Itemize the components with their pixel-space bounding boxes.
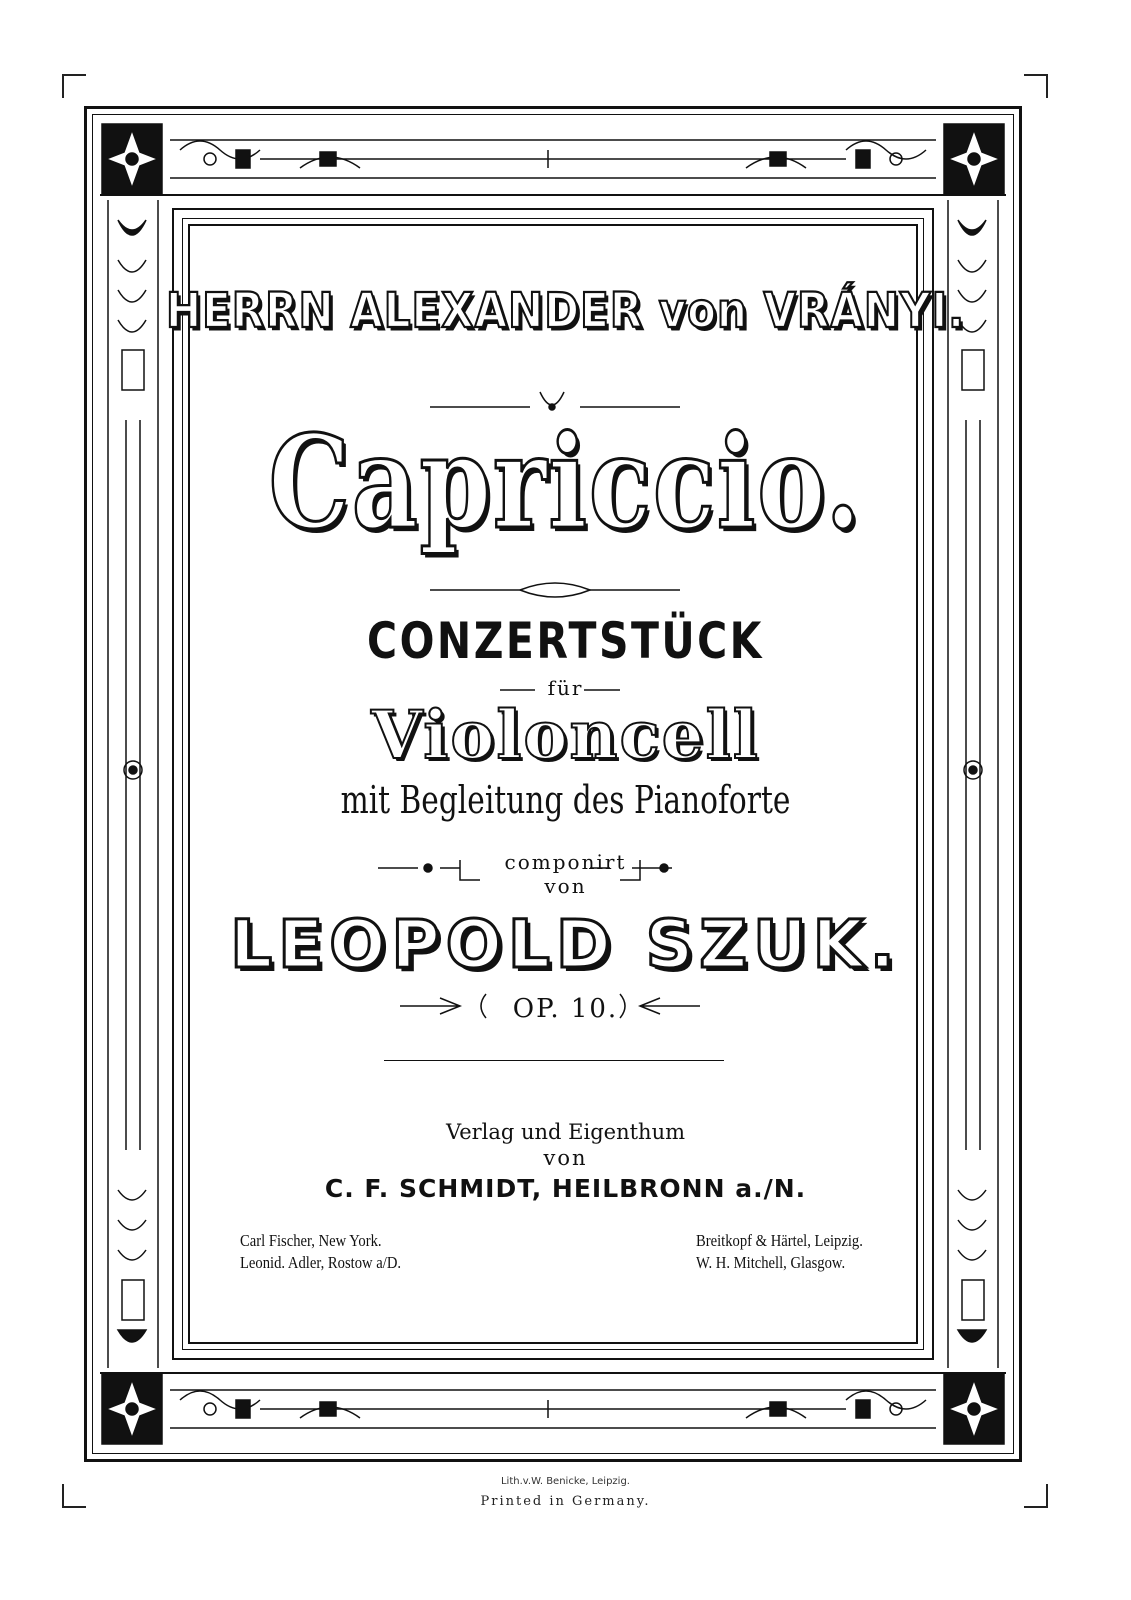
- agent-entry: Leonid. Adler, Rostow a/D.: [240, 1253, 402, 1272]
- agent-entry: W. H. Mitchell, Glasgow.: [696, 1253, 846, 1272]
- agent-entry: Carl Fischer, New York.: [240, 1231, 382, 1250]
- subtitle: CONZERTSTÜCK: [367, 612, 764, 670]
- publisher-by: von: [543, 1146, 588, 1170]
- accompaniment: mit Begleitung des Pianoforte: [340, 778, 791, 822]
- instrument: Violoncell: [371, 696, 760, 774]
- opus-number: OP. 10.: [512, 994, 619, 1024]
- composer-name: LEOPOLD SZUK.: [230, 906, 901, 983]
- lithographer-imprint: Lith.v.W. Benicke, Leipzig.: [500, 1476, 630, 1487]
- publisher-line: Verlag und Eigenthum: [445, 1120, 686, 1144]
- corner-rosette-icon: [944, 124, 1004, 194]
- corner-rosette-icon: [944, 1374, 1004, 1444]
- dedication: HERRN ALEXANDER von VRÁNYI.: [165, 282, 966, 339]
- agents-right: [696, 1230, 863, 1274]
- agent-entry: Breitkopf & Härtel, Leipzig.: [696, 1231, 863, 1250]
- page-title: Capriccio.: [268, 408, 863, 558]
- corner-rosette-icon: [102, 1374, 162, 1444]
- publisher-name: C. F. SCHMIDT, HEILBRONN a./N.: [324, 1174, 807, 1203]
- corner-rosette-icon: [102, 124, 162, 194]
- agents-left: [240, 1230, 401, 1274]
- by-label: von: [544, 874, 587, 898]
- printed-in-label: Printed in Germany.: [480, 1494, 651, 1509]
- for-label: für: [547, 676, 584, 700]
- composed-label: componirt: [504, 850, 627, 874]
- divider-rule: [384, 1060, 724, 1061]
